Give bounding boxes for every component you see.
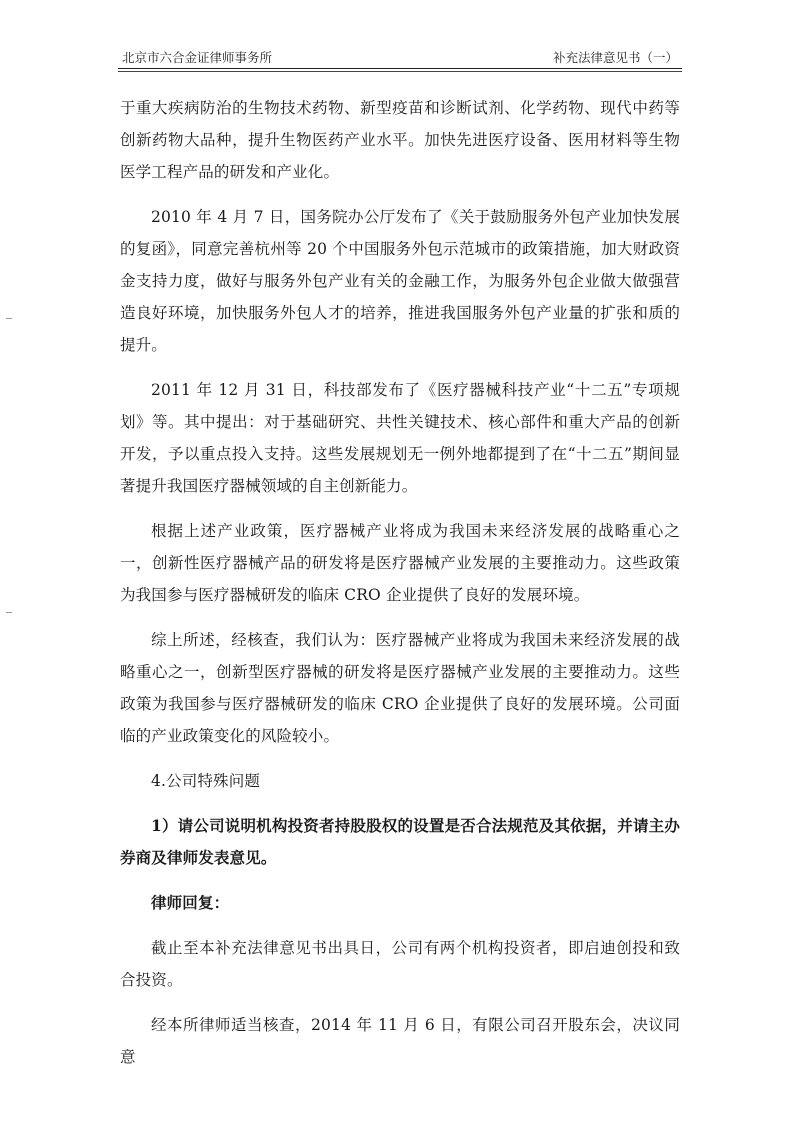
header-rule xyxy=(118,68,682,69)
body-paragraph: 于重大疾病防治的生物技术药物、新型疫苗和诊断试剂、化学药物、现代中药等创新药物大品种，提升生物医药产业水平。加快先进医疗设备、医用材料等生物医学工程产品的研发和产业化。 xyxy=(120,99,680,181)
reply-label: 律师回复： xyxy=(151,893,230,912)
section-heading: 4.公司特殊问题 xyxy=(151,772,260,790)
page-header xyxy=(118,44,680,68)
question-text: 1）请公司说明机构投资者持股股权的设置是否合法规范及其依据，并请主办券商及律师发表意见。 xyxy=(120,816,680,867)
margin-mark xyxy=(6,318,12,319)
header-document-title: 补充法律意见书（一） xyxy=(552,50,678,65)
header-rule-thin xyxy=(118,71,682,72)
document-body xyxy=(120,92,680,1086)
body-paragraph: 根据上述产业政策，医疗器械产业将成为我国未来经济发展的战略重心之一，创新性医疗器械产品的研发将是医疗器械产业发展的主要推动力。这些政策为我国参与医疗器械研发的临床 CRO 企业提供了良好的发展环境。 xyxy=(120,522,680,604)
reply-paragraph: 经本所律师适当核查，2014 年 11 月 6 日，有限公司召开股东会，决议同意 xyxy=(120,1016,680,1066)
body-paragraph: 2010 年 4 月 7 日，国务院办公厅发布了《关于鼓励服务外包产业加快发展的复函》，同意完善杭州等 20 个中国服务外包示范城市的政策措施，加大财政资金支持力度，做好与服务外包产业有关的金融工作，为服务外包企业做大做强营造良好环境，加快服务外包人才的培养，推进我国服务外包产业量的扩张和质的提升。 xyxy=(120,208,680,354)
body-paragraph: 综上所述，经核查，我们认为：医疗器械产业将成为我国未来经济发展的战略重心之一，创新型医疗器械的研发将是医疗器械产业发展的主要推动力。这些政策为我国参与医疗器械研发的临床 CRO 企业提供了良好的发展环境。公司面临的产业政策变化的风险较小。 xyxy=(120,631,680,745)
margin-mark xyxy=(6,612,12,613)
reply-paragraph: 截止至本补充法律意见书出具日，公司有两个机构投资者，即启迪创投和致合投资。 xyxy=(120,939,680,989)
header-firm-name: 北京市六合金证律师事务所 xyxy=(122,50,273,65)
body-paragraph: 2011 年 12 月 31 日，科技部发布了《医疗器械科技产业“十二五”专项规划》等。其中提出：对于基础研究、共性关键技术、核心部件和重大产品的创新开发，予以重点投入支持。这些发展规划无一例外地都提到了在“十二五”期间显著提升我国医疗器械领域的自主创新能力。 xyxy=(120,381,680,495)
